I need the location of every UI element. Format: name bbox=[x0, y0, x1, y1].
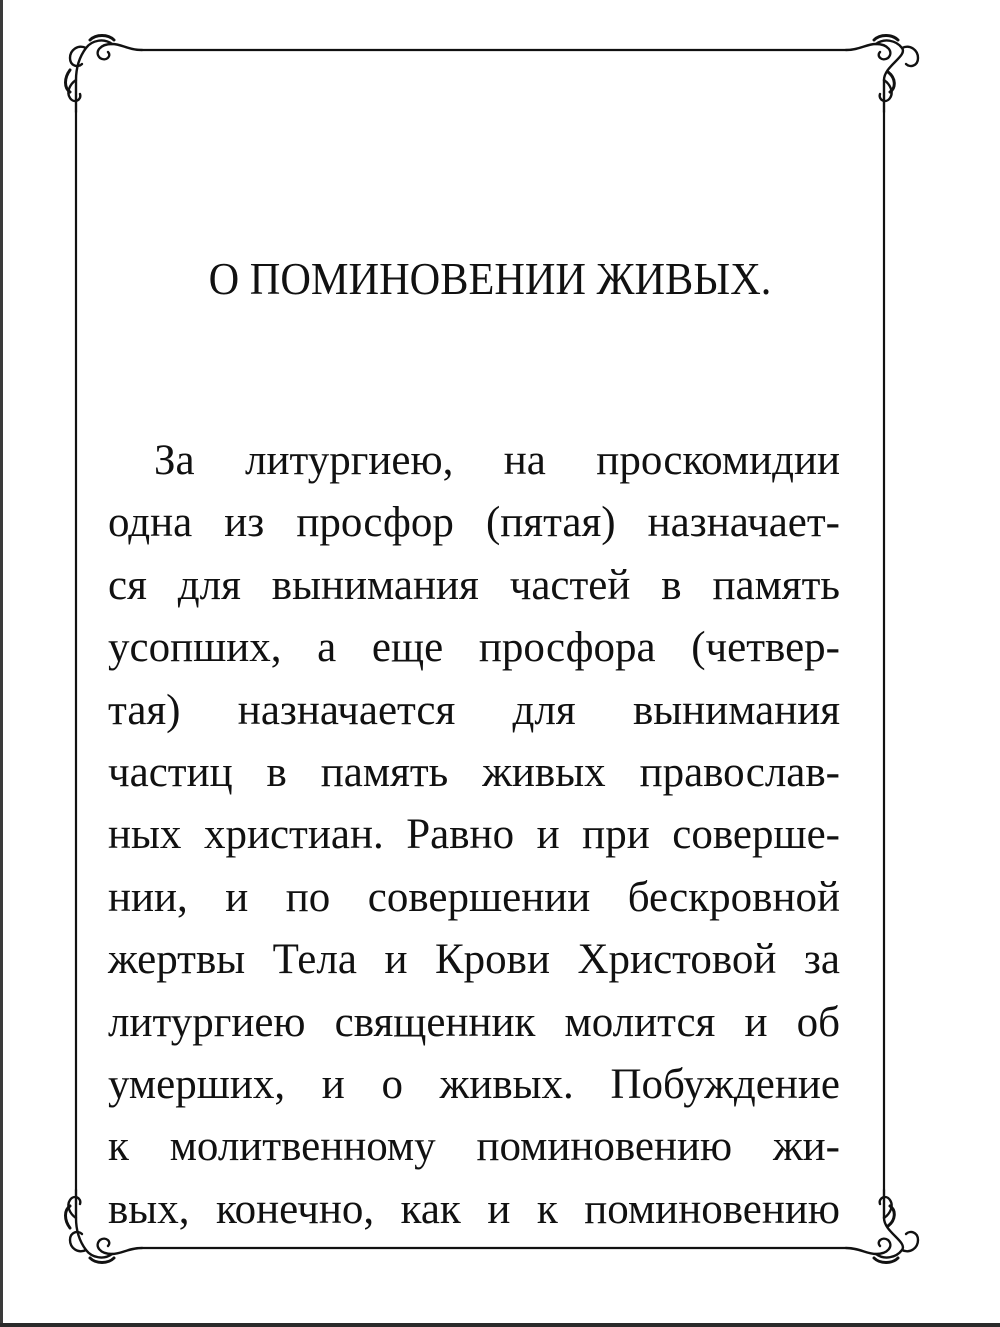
paragraph-line: усопших, а еще просфора (четвер- bbox=[108, 624, 840, 672]
paragraph-line: умерших, и о живых. Побуждение bbox=[108, 1060, 840, 1108]
scroll-flourish-icon bbox=[846, 1190, 918, 1263]
paragraph bbox=[108, 430, 840, 1241]
page-title: О ПОМИНОВЕНИИ ЖИВЫХ. bbox=[208, 253, 772, 304]
paragraph-line: частиц в память живых православ- bbox=[108, 748, 840, 796]
paragraph-line: ся для вынимания частей в память bbox=[108, 561, 840, 609]
paragraph-line: одна из просфор (пятая) назначает- bbox=[108, 499, 840, 547]
paragraph-line: вых, конечно, как и к поминовению bbox=[108, 1185, 840, 1233]
paragraph-line: жертвы Тела и Крови Христовой за bbox=[108, 936, 840, 984]
paragraph-line: тая) назначается для вынимания bbox=[108, 686, 840, 734]
paragraph-line: к молитвенному поминовению жи- bbox=[108, 1123, 840, 1171]
scroll-flourish-icon bbox=[66, 36, 143, 113]
paragraph-line: За литургиею, на проскомидии bbox=[154, 437, 840, 484]
paragraph-line: литургиею священник молится и об bbox=[108, 998, 840, 1046]
scroll-flourish-icon bbox=[846, 36, 918, 113]
paragraph-line: нии, и по совершении бескровной bbox=[108, 873, 840, 921]
paragraph-line: ных христиан. Равно и при соверше- bbox=[108, 811, 840, 859]
